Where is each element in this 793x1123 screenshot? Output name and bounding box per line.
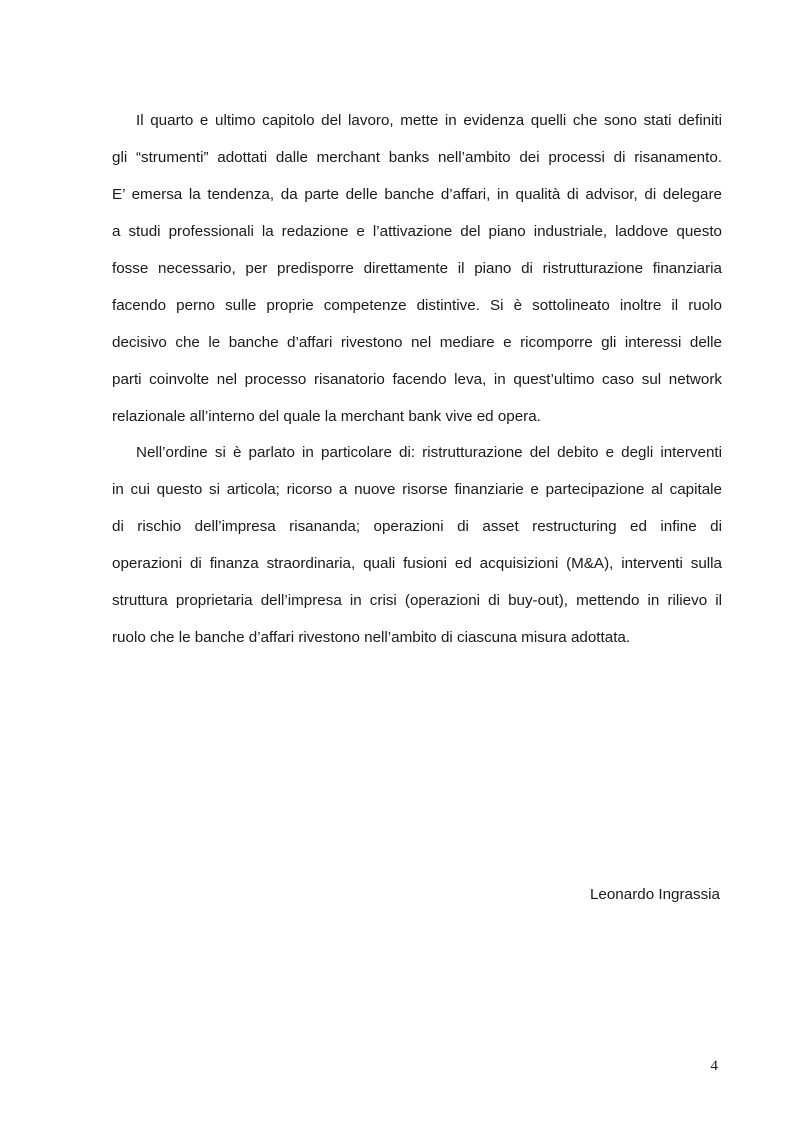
text-line: di rischio dell’impresa risananda; operazioni di asset restructuring ed infine di xyxy=(112,518,722,535)
page-number: 4 xyxy=(710,1058,718,1074)
author-signature: Leonardo Ingrassia xyxy=(589,886,720,903)
text-line: Nell’ordine si è parlato in particolare di: ristrutturazione del debito e degli interventi xyxy=(136,444,722,461)
text-line: struttura proprietaria dell’impresa in crisi (operazioni di buy-out), mettendo in rilievo il xyxy=(112,592,722,609)
text-line: E’ emersa la tendenza, da parte delle banche d’affari, in qualità di advisor, di delegare xyxy=(112,186,722,203)
text-line: gli “strumenti” adottati dalle merchant banks nell’ambito dei processi di risanamento. xyxy=(112,149,722,166)
text-line: fosse necessario, per predisporre direttamente il piano di ristrutturazione finanziaria xyxy=(112,260,722,277)
text-line: relazionale all’interno del quale la merchant bank vive ed opera. xyxy=(112,408,541,425)
text-line: in cui questo si articola; ricorso a nuove risorse finanziarie e partecipazione al capitale xyxy=(112,481,722,498)
text-line: decisivo che le banche d’affari rivestono nel mediare e ricomporre gli interessi delle xyxy=(112,334,722,351)
text-line: operazioni di finanza straordinaria, quali fusioni ed acquisizioni (M&A), interventi sulla xyxy=(112,555,722,572)
text-line: parti coinvolte nel processo risanatorio facendo leva, in quest’ultimo caso sul network xyxy=(112,371,722,388)
text-line: ruolo che le banche d’affari rivestono nell’ambito di ciascuna misura adottata. xyxy=(112,629,631,646)
text-line: a studi professionali la redazione e l’attivazione del piano industriale, laddove questo xyxy=(112,223,722,240)
text-line: facendo perno sulle proprie competenze distintive. Si è sottolineato inoltre il ruolo xyxy=(112,297,722,314)
text-line: Il quarto e ultimo capitolo del lavoro, mette in evidenza quelli che sono stati definiti xyxy=(136,112,722,129)
